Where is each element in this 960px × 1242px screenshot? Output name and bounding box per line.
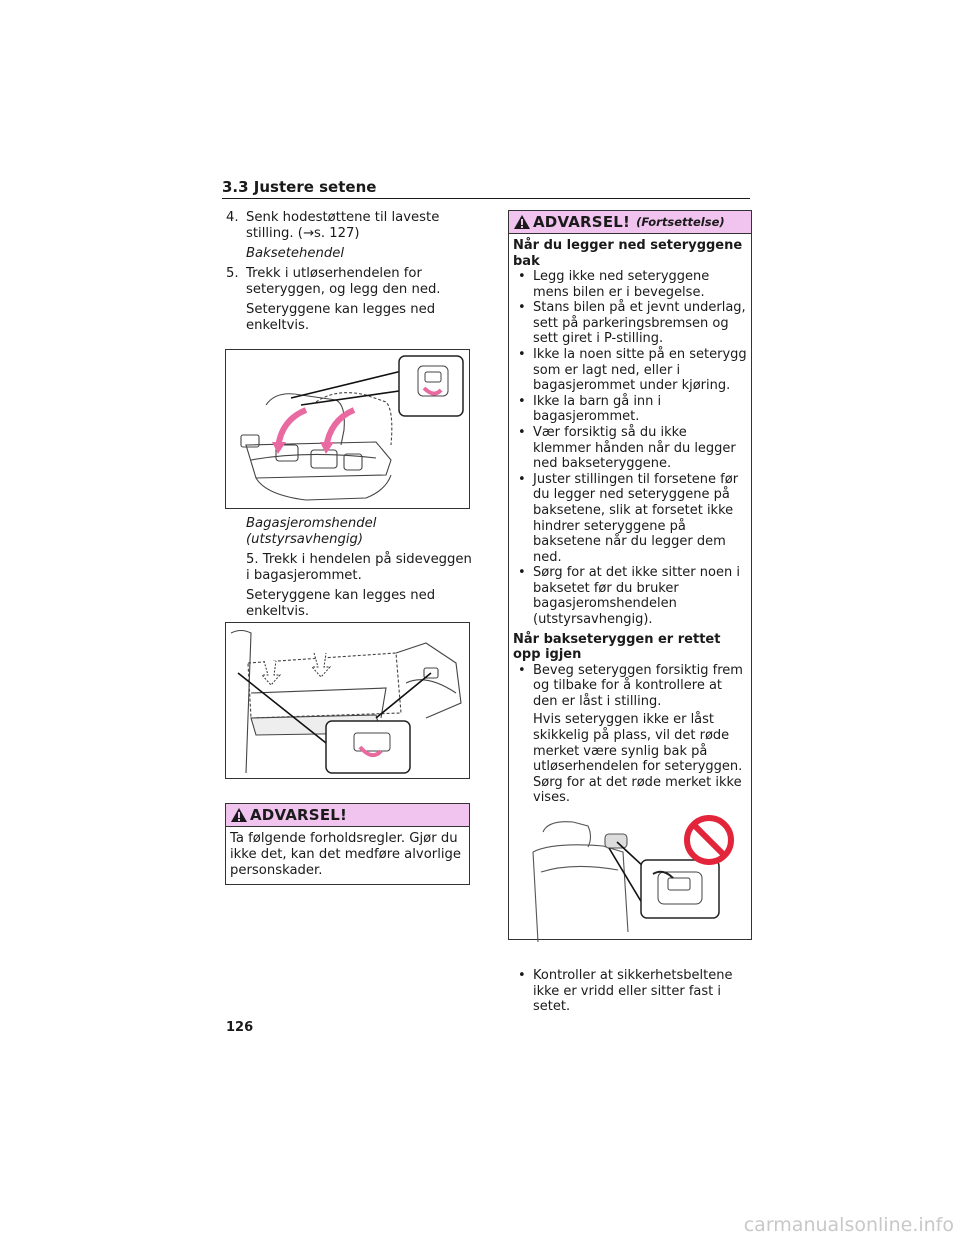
step-5-note: Seteryggene kan legges ned enkeltvis.: [246, 302, 436, 333]
list-item: • Juster stillingen til forsetene før du legger ned seteryggene på baksetene, slik at forsetet ikke hindrer seteryggene på baksetene når du legger dem ned.: [513, 472, 747, 566]
watermark: carmanualsonline.info: [743, 1214, 954, 1236]
warning-body-right: [509, 234, 751, 1019]
list-item: • Stans bilen på et jevnt underlag, sett på parkeringsbremsen og sett giret i P-stilling.: [513, 300, 747, 347]
warning-text: Ta følgende forholdsregler. Gjør du ikke det, kan det medføre alvorlige personskader.: [230, 831, 462, 878]
warning-box-left: [225, 803, 470, 885]
warning-body: [226, 827, 469, 887]
warning-triangle-icon: [230, 807, 248, 823]
left-column-2: [246, 516, 474, 624]
step-text: Trekk i utløserhendelen for seteryggen, og legg den ned.: [246, 266, 441, 297]
trunk-illustration: [226, 623, 469, 778]
list-item: • Beveg seteryggen forsiktig frem og tilbake for å kontrollere at den er låst i stilling.: [513, 663, 747, 710]
bullet-list-returned: [513, 663, 747, 710]
step-5b-note: Seteryggene kan legges ned enkeltvis.: [246, 588, 436, 619]
list-item: • Vær forsiktig så du ikke klemmer hånden når du legger ned bakseteryggene.: [513, 425, 747, 472]
subheading-rear-lever: Baksetehendel: [246, 246, 345, 261]
seat-illustration-1: [226, 350, 469, 508]
step-text: Senk hodestøttene til laveste stilling. (→s. 127): [246, 210, 440, 241]
step-number: 4.: [226, 210, 239, 225]
warning-triangle-icon: [513, 214, 531, 230]
subheading-trunk-lever: Bagasjeromshendel (utstyrsavhengig): [246, 516, 377, 547]
page-number: 126: [226, 1020, 254, 1035]
figure-trunk-lever: [225, 622, 470, 779]
list-item: • Ikke la barn gå inn i bagasjerommet.: [513, 394, 747, 425]
step-5b: 5. Trekk i hendelen på sideveggen i bagasjerommet.: [246, 552, 472, 583]
warning-header-continued: [509, 211, 751, 234]
red-mark-note: Hvis seteryggen ikke er låst skikkelig på plass, vil det røde merket være synlig bak på utløserhendelen for seteryggen. Sørg for at det røde merket ikke vises.: [533, 712, 743, 806]
heading-folding: Når du legger ned seteryggene bak: [513, 238, 743, 269]
list-item: • Ikke la noen sitte på en seterygg som er lagt ned, eller i bagasjerommet under kjøring.: [513, 347, 747, 394]
step-4: [226, 210, 471, 242]
heading-returned: Når bakseteryggen er rettet opp igjen: [513, 631, 721, 663]
warning-title: ADVARSEL!: [533, 213, 631, 231]
warning-box-right: [508, 210, 752, 1015]
figure-rear-seat-lever: [225, 349, 470, 509]
warning-header: [226, 804, 469, 827]
warning-title: ADVARSEL!: [250, 806, 348, 824]
bullet-list-seatbelt: [513, 968, 747, 1015]
warning-subtitle: (Fortsettelse): [636, 215, 725, 229]
left-column: [226, 210, 471, 338]
list-item: • Legg ikke ned seteryggene mens bilen er i bevegelse.: [513, 269, 747, 300]
list-item: • Sørg for at det ikke sitter noen i baksetet før du bruker bagasjeromshendelen (utstyrsavhengig).: [513, 565, 747, 627]
section-title: 3.3 Justere setene: [222, 178, 750, 199]
bullet-list-folding: [513, 269, 747, 628]
seat-lever-illustration: [513, 812, 745, 962]
figure-red-mark: [513, 812, 747, 962]
step-number: 5.: [226, 266, 239, 281]
step-5: [226, 266, 471, 298]
list-item: • Kontroller at sikkerhetsbeltene ikke er vridd eller sitter fast i setet.: [513, 968, 747, 1015]
